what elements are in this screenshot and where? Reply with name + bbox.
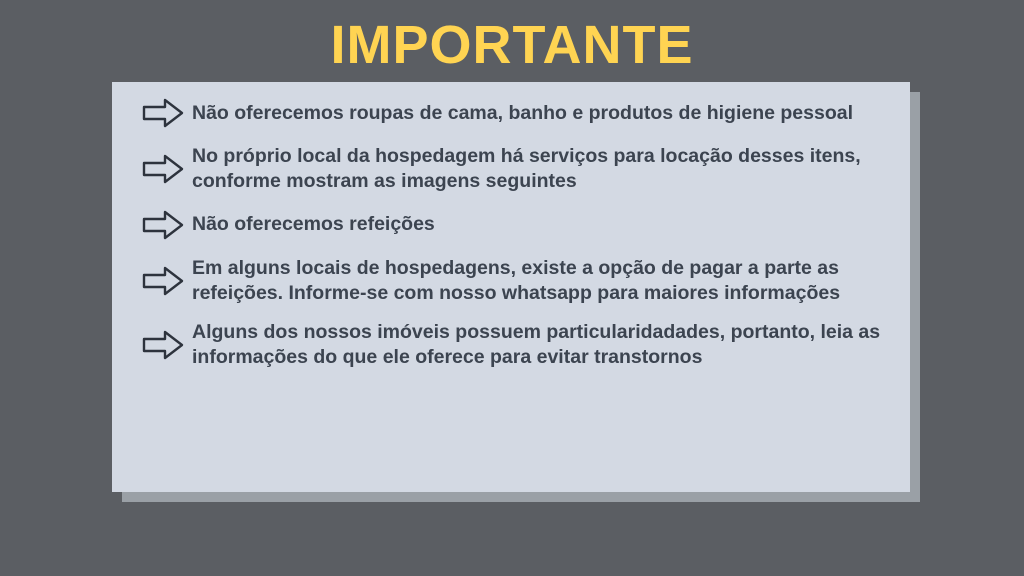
- content-card: [112, 82, 910, 492]
- list-item: [134, 256, 888, 306]
- arrow-right-outline-icon: [134, 96, 192, 130]
- list-item: [134, 144, 888, 194]
- bullet-list: [134, 96, 888, 482]
- arrow-right-outline-icon: [141, 328, 185, 362]
- arrow-right-outline-icon: [141, 96, 185, 130]
- list-item-text: No próprio local da hospedagem há serviços para locação desses itens, conforme mostram as imagens seguintes: [192, 145, 861, 192]
- page-title: IMPORTANTE: [330, 15, 694, 75]
- arrow-right-outline-icon: [134, 328, 192, 362]
- arrow-right-outline-icon: [141, 152, 185, 186]
- arrow-right-outline-icon: [141, 208, 185, 242]
- arrow-right-outline-icon: [134, 208, 192, 242]
- arrow-right-outline-icon: [134, 152, 192, 186]
- list-item-text: Não oferecemos refeições: [192, 213, 435, 236]
- list-item: [134, 208, 888, 242]
- list-item-text: Em alguns locais de hospedagens, existe a opção de pagar a parte as refeições. Informe-se com nosso whatsapp para maiores informações: [192, 256, 841, 304]
- list-item-text: Alguns dos nossos imóveis possuem particularidadades, portanto, leia as informações do que ele oferece para evitar transtornos: [192, 320, 881, 368]
- list-item: [134, 96, 888, 130]
- arrow-right-outline-icon: [134, 264, 192, 298]
- arrow-right-outline-icon: [141, 264, 185, 298]
- list-item: [134, 320, 888, 370]
- list-item-text: Não oferecemos roupas de cama, banho e produtos de higiene pessoal: [192, 101, 854, 124]
